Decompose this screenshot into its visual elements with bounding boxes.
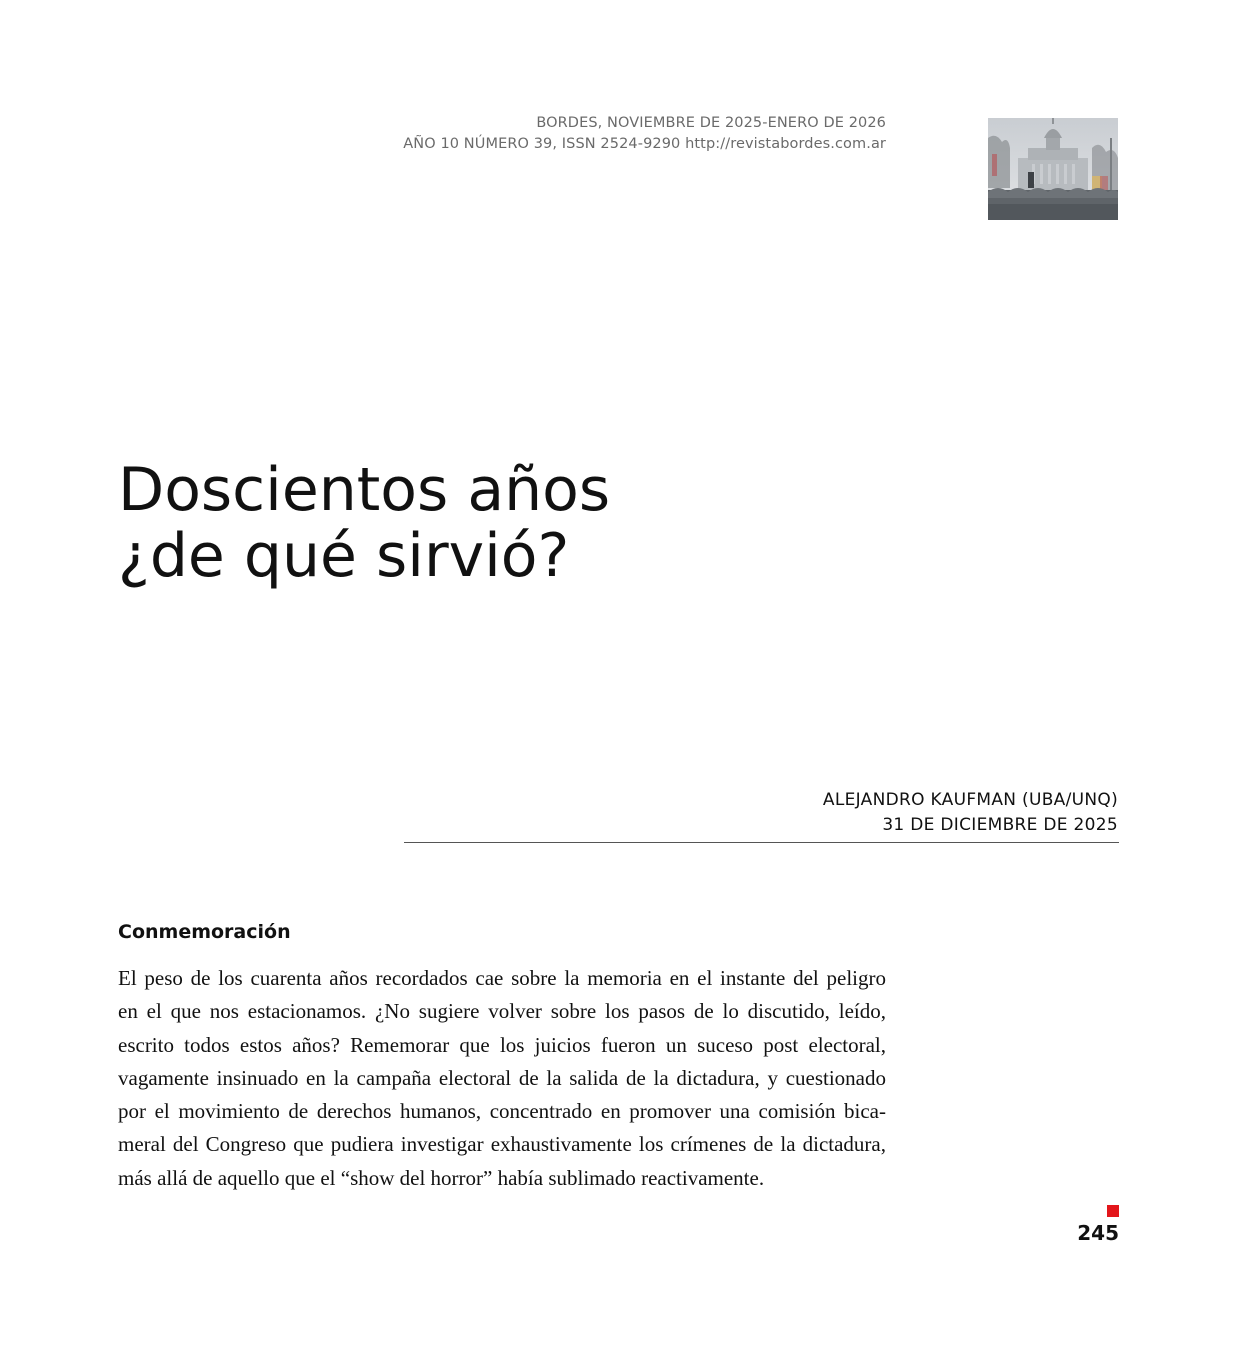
section-heading: Conmemoración xyxy=(118,921,291,943)
paragraph-line: meral del Congreso que pudiera investigar exhaustivamente los crímenes de la dictadura, xyxy=(118,1132,886,1157)
article-title xyxy=(118,457,610,589)
byline-divider xyxy=(404,842,1119,843)
article-title-line-1: Doscientos años xyxy=(118,455,611,525)
page-marker-square xyxy=(1107,1205,1119,1217)
paragraph-line: El peso de los cuarenta años recordados cae sobre la memoria en el instante del peligro xyxy=(118,966,886,990)
paragraph-line: vagamente insinuado en la campaña electoral de la salida de la dictadura, y cuestionado xyxy=(118,1065,886,1090)
author-name: ALEJANDRO KAUFMAN (UBA/UNQ) xyxy=(822,790,1118,810)
paragraph-line: por el movimiento de derechos humanos, concentrado en promover una comisión bica- xyxy=(118,1099,886,1124)
paragraph-line: en el que nos estacionamos. ¿No sugiere volver sobre los pasos de lo discutido, leído, xyxy=(118,999,886,1024)
publication-date: 31 DE DICIEMBRE DE 2025 xyxy=(882,815,1118,835)
journal-header-line-2: AÑO 10 NÚMERO 39, ISSN 2524-9290 http://revistabordes.com.ar xyxy=(403,136,886,152)
journal-header xyxy=(403,113,886,155)
page-number: 245 xyxy=(1077,1221,1119,1245)
byline xyxy=(823,788,1118,838)
article-title-line-2: ¿de qué sirvió? xyxy=(118,521,570,591)
paragraph-line: escrito todos estos años? Rememorar que los juicios fueron un suceso post electoral, xyxy=(118,1032,886,1057)
paragraph-line: más allá de aquello que el “show del horror” había sublimado reactivamente. xyxy=(118,1165,765,1190)
body-paragraph xyxy=(118,962,886,1195)
cover-photo xyxy=(988,118,1118,220)
journal-header-line-1: BORDES, NOVIEMBRE DE 2025-ENERO DE 2026 xyxy=(536,115,886,131)
